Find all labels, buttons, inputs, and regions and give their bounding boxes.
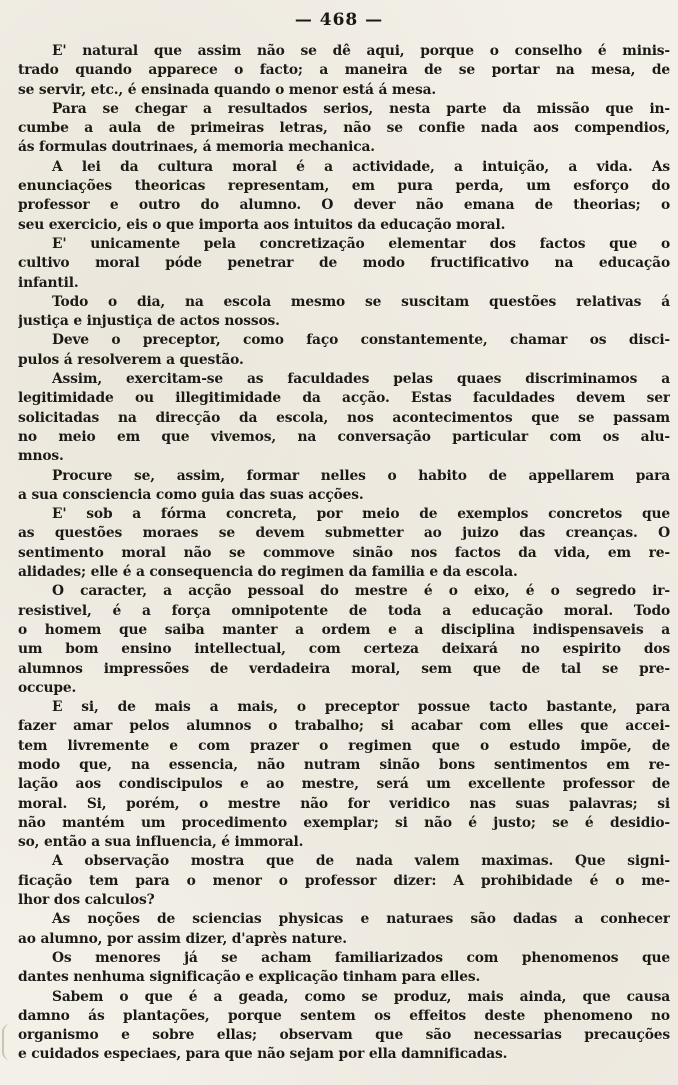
text-line: Procure se, assim, formar nelles o habito de appellarem para xyxy=(52,467,670,484)
text-line: ao alumno, por assim dizer, d'après nature. xyxy=(18,930,347,947)
text-line: fazer amar pelos alumnos o trabalho; si acabar com elles que accei- xyxy=(18,718,670,735)
text-line: enunciações theoricas representam, em pura perda, um esforço do xyxy=(18,178,670,195)
text-line: damno ás plantações, porque sentem os effeitos deste phenomeno no xyxy=(18,1007,670,1024)
text-line: as questões moraes se devem submetter ao juizo das creanças. O xyxy=(18,525,670,542)
text-line: ás formulas doutrinaes, á memoria mechanica. xyxy=(18,139,375,156)
text-line: E' sob a fórma concreta, por meio de exemplos concretos que xyxy=(52,506,670,523)
text-line: o homem que saiba manter a ordem e a disciplina indispensaveis a xyxy=(18,621,670,638)
text-line: um bom ensino intellectual, com certeza deixará no espirito dos xyxy=(18,641,670,658)
text-line: resistivel, é a força omnipotente de toda a educação moral. Todo xyxy=(18,602,670,619)
text-line: legitimidade ou illegitimidade da acção. Estas faculdades devem ser xyxy=(18,390,670,407)
text-line: ficação tem para o menor o professor dizer: A prohibidade é o me- xyxy=(18,872,670,889)
text-line: no meio em que vivemos, na conversação particular com os alu- xyxy=(18,428,670,445)
text-line: moral. Si, porém, o mestre não for veridico nas suas palavras; si xyxy=(18,795,670,812)
text-line: trado quando apparece o facto; a maneira de se portar na mesa, de xyxy=(18,62,670,79)
text-line: so, então a sua influencia, é immoral. xyxy=(18,834,304,851)
text-line: seu exercicio, eis o que importa aos intuitos da educação moral. xyxy=(18,216,506,233)
page-number: — 468 — xyxy=(294,10,384,30)
text-line: cultivo moral póde penetrar de modo fructificativo na educação xyxy=(18,255,670,272)
text-line: lação aos condiscipulos e ao mestre, será um excellente professor de xyxy=(18,776,670,793)
text-line: a sua consciencia como guia das suas acções. xyxy=(18,486,364,503)
text-line: O caracter, a acção pessoal do mestre é o eixo, é o segredo ir- xyxy=(52,583,670,600)
text-line: Para se chegar a resultados serios, nesta parte da missão que in- xyxy=(52,100,670,117)
text-line: lhor dos calculos? xyxy=(18,892,155,909)
text-line: mnos. xyxy=(18,448,64,465)
text-line: professor e outro do alumno. O dever não emana de theorias; o xyxy=(18,197,670,214)
text-line: organismo e sobre ellas; observam que são necessarias precauções xyxy=(18,1027,670,1044)
text-line: cumbe a aula de primeiras letras, não se confie nada aos compendios, xyxy=(18,120,670,137)
text-line: e cuidados especiaes, para que não sejam por ella damnificadas. xyxy=(18,1046,508,1063)
text-line: E' unicamente pela concretização elementar dos factos que o xyxy=(52,235,670,252)
text-line: E si, de mais a mais, o preceptor possue tacto bastante, para xyxy=(52,699,670,716)
text-line: sentimento moral não se commove sinão nos factos da vida, em re- xyxy=(18,544,670,561)
text-line: dantes nenhuma significação e explicação tinham para elles. xyxy=(18,969,481,986)
text-line: infantil. xyxy=(18,274,79,291)
text-line: alumnos impressões de verdadeira moral, sem que de tal se pre- xyxy=(18,660,670,677)
text-line: modo que, na essencia, não nutram sinão bons sentimentos em re- xyxy=(18,756,670,773)
text-line: se servir, etc., é ensinada quando o menor está á mesa. xyxy=(18,81,437,98)
text-line: Assim, exercitam-se as faculdades pelas quaes discriminamos a xyxy=(52,371,670,388)
text-line: tem livremente e com prazer o regimen que o estudo impõe, de xyxy=(18,737,670,754)
text-line: occupe. xyxy=(18,679,77,696)
text-line: As noções de sciencias physicas e naturaes são dadas a conhecer xyxy=(52,911,670,928)
margin-pencil-mark xyxy=(2,1024,18,1060)
text-line: Os menores já se acham familiarizados com phenomenos que xyxy=(52,949,670,966)
text-line: alidades; elle é a consequencia do regimen da familia e da escola. xyxy=(18,564,518,581)
text-line: Deve o preceptor, como faço constantemente, chamar os disci- xyxy=(52,332,670,349)
text-line: A observação mostra que de nada valem maximas. Que signi- xyxy=(52,853,670,870)
text-line: justiça e injustiça de actos nossos. xyxy=(18,313,280,330)
text-line: A lei da cultura moral é a actividade, a intuição, a vida. As xyxy=(52,158,670,175)
text-line: não mantém um procedimento exemplar; si não é justo; se é desidio- xyxy=(18,814,670,831)
text-line: pulos á resolverem a questão. xyxy=(18,351,244,368)
text-line: E' natural que assim não se dê aqui, porque o conselho é minis- xyxy=(52,43,670,59)
text-line: Todo o dia, na escola mesmo se suscitam questões relativas á xyxy=(52,293,670,310)
text-line: Sabem o que é a geada, como se produz, mais ainda, que causa xyxy=(52,988,670,1005)
body-text xyxy=(18,42,670,1065)
text-line: solicitadas na direcção da escola, nos acontecimentos que se passam xyxy=(18,409,670,426)
